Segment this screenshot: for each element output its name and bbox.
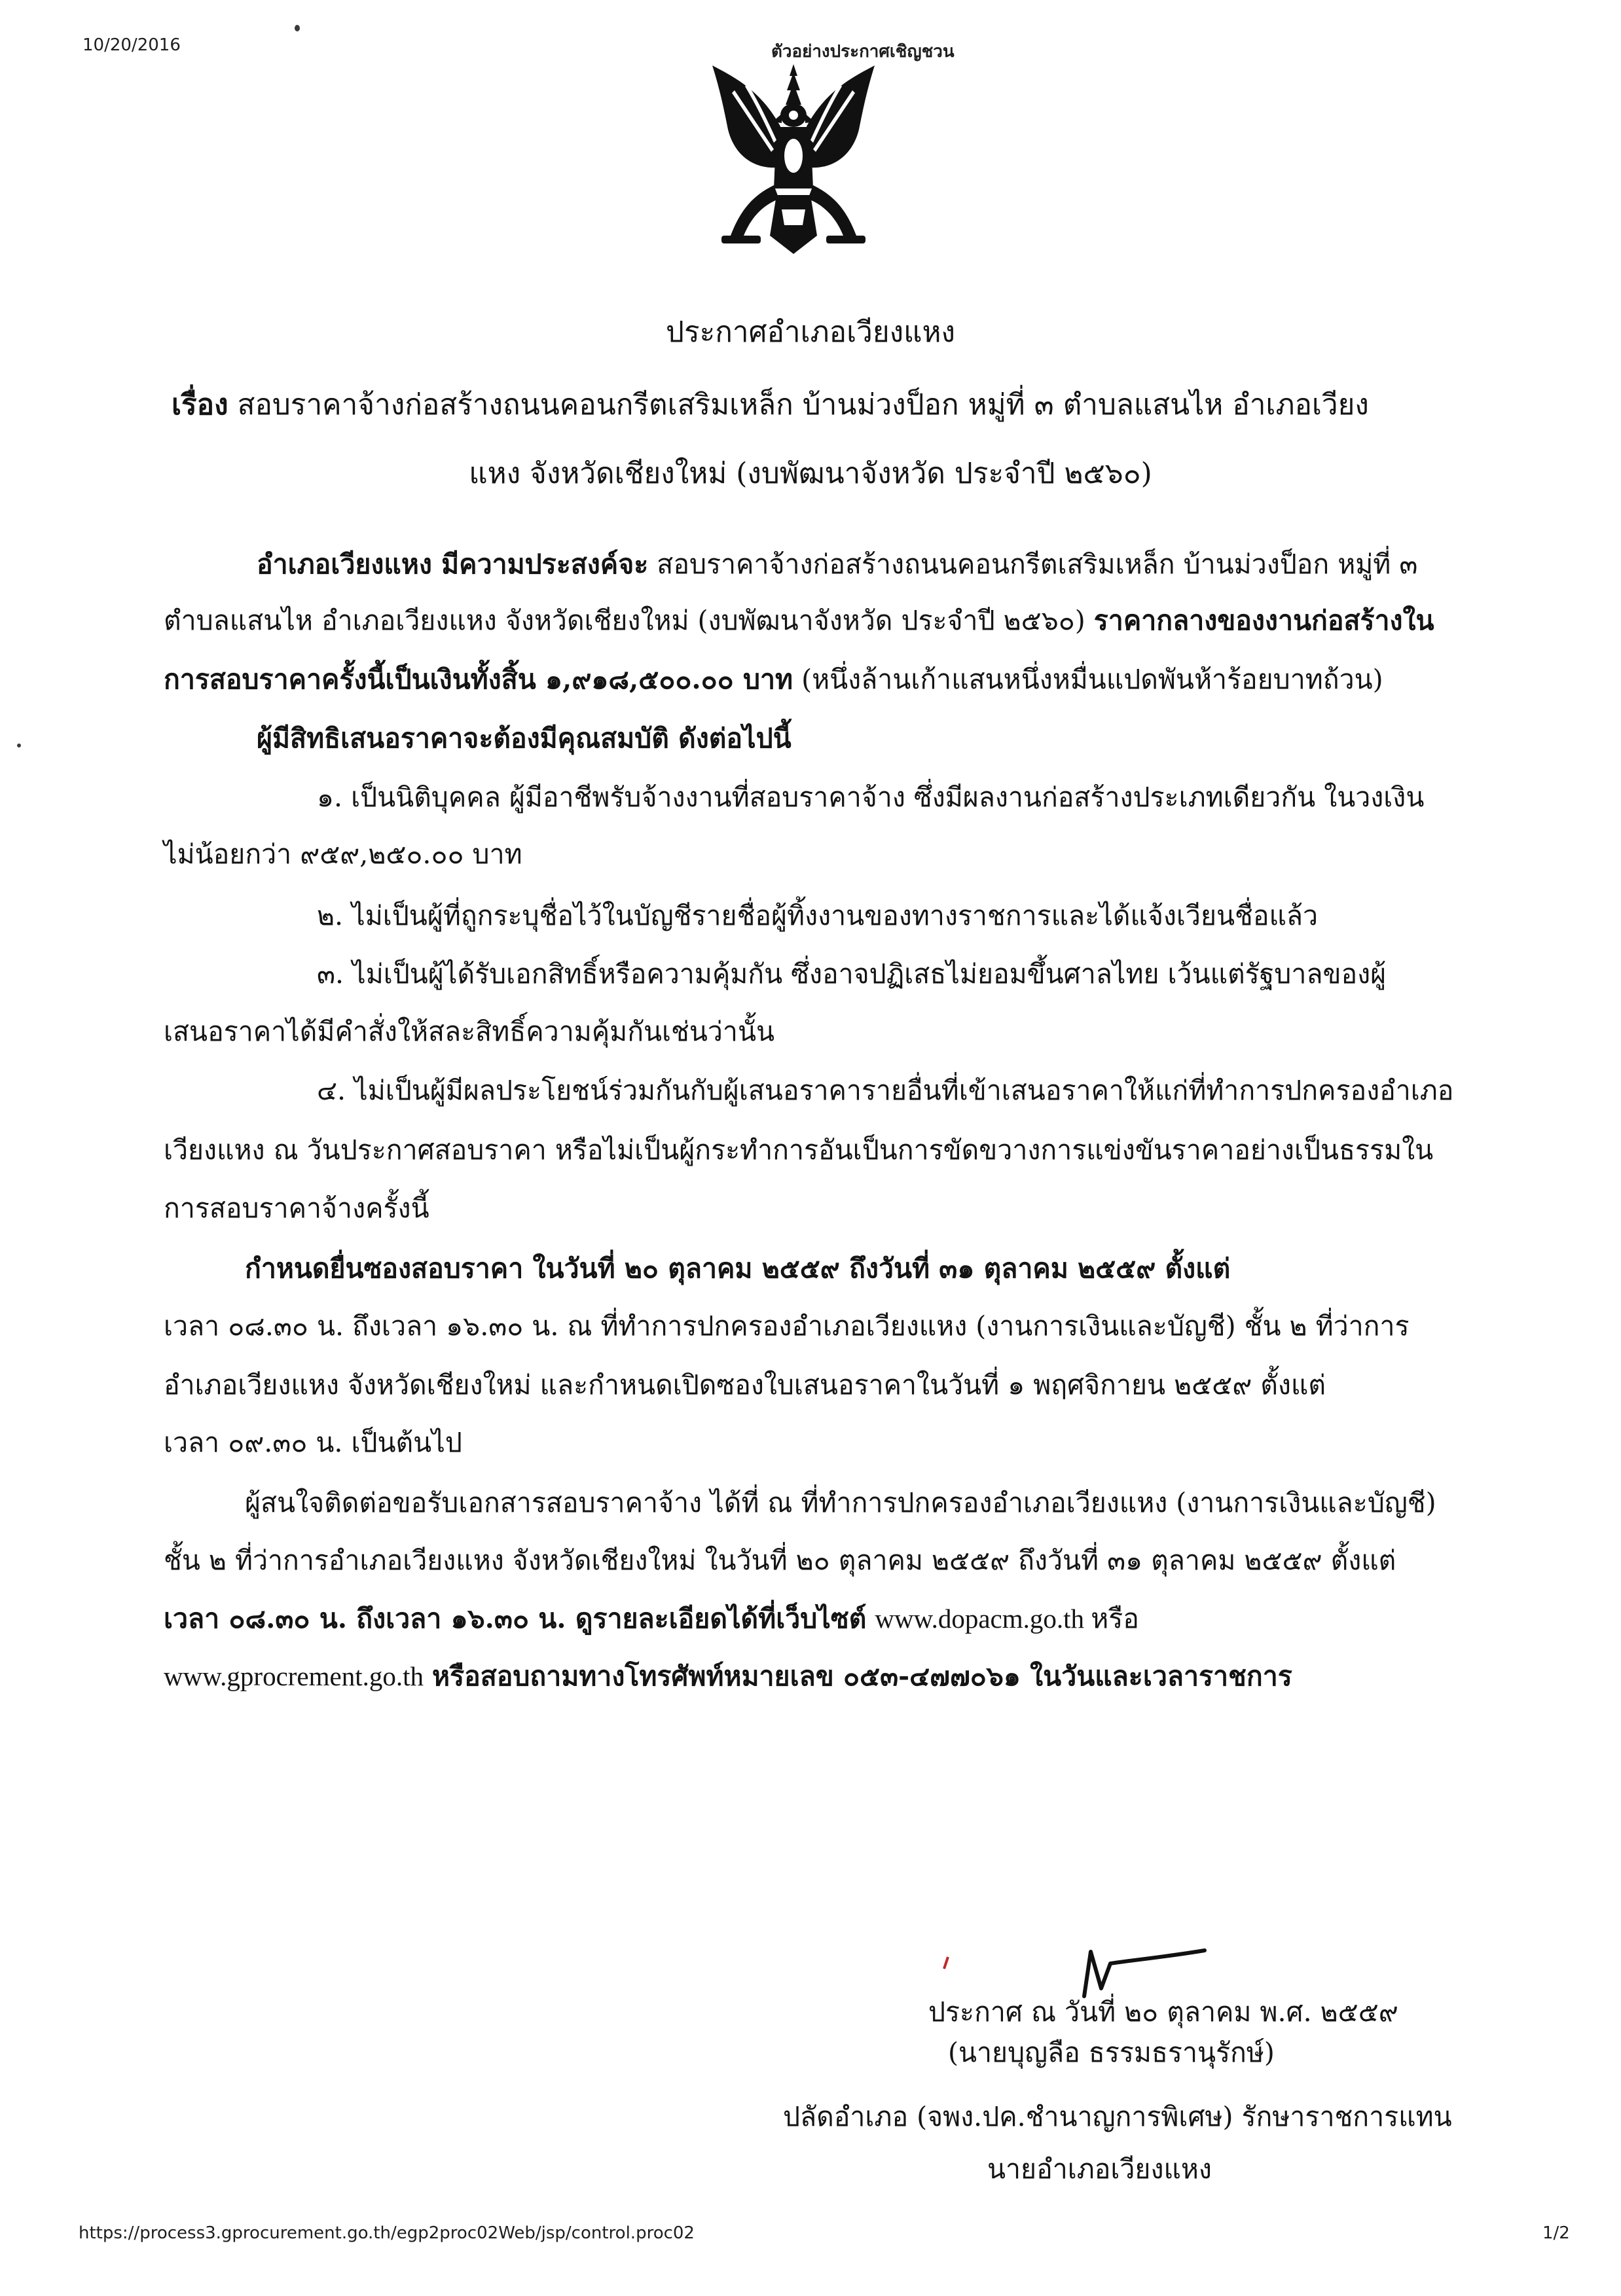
page-number: 1/2 xyxy=(1542,2223,1570,2243)
scan-speck xyxy=(295,25,300,31)
announcement-date: ประกาศ ณ วันที่ ๒๐ ตุลาคม พ.ศ. ๒๕๕๙ xyxy=(928,1996,1398,2028)
contact-line-4 xyxy=(164,1657,1292,1696)
submission-line-2: เวลา ๐๘.๓๐ น. ถึงเวลา ๑๖.๓๐ น. ณ ที่ทำการปกครองอำเภอเวียงแหง (งานการเงินและบัญชี) ชั้น ๒ ที่ว่าการ xyxy=(164,1310,1410,1342)
website-link-dopacm[interactable]: www.dopacm.go.th หรือ xyxy=(875,1604,1139,1634)
document-type-label: ตัวอย่างประกาศเชิญชวน xyxy=(771,42,955,62)
announcement-subject-line-2: แหง จังหวัดเชียงใหม่ (งบพัฒนาจังหวัด ประจำปี ๒๕๖๐) xyxy=(469,457,1152,490)
submission-line-1: กำหนดยื่นซองสอบราคา ในวันที่ ๒๐ ตุลาคม ๒๕๕๙ ถึงวันที่ ๓๑ ตุลาคม ๒๕๕๙ ตั้งแต่ xyxy=(245,1253,1231,1284)
contact-line-1: ผู้สนใจติดต่อขอรับเอกสารสอบราคาจ้าง ได้ที่ ณ ที่ทำการปกครองอำเภอเวียงแหง (งานการเงินและบัญชี) xyxy=(245,1487,1436,1518)
subject-prefix: เรื่อง xyxy=(172,388,228,422)
submission-line-4: เวลา ๐๙.๓๐ น. เป็นต้นไป xyxy=(164,1427,462,1458)
signatory-position-1: ปลัดอำเภอ (จพง.ปค.ชำนาญการพิเศษ) รักษาราชการแทน xyxy=(783,2101,1452,2132)
intro-line-3 xyxy=(164,660,1383,699)
intro-text-2a: ตำบลแสนไห อำเภอเวียงแหง จังหวัดเชียงใหม่ (งบพัฒนาจังหวัด ประจำปี ๒๕๖๐) xyxy=(164,605,1085,636)
intro-line-1 xyxy=(257,545,1417,584)
subject-text-1: สอบราคาจ้างก่อสร้างถนนคอนกรีตเสริมเหล็ก บ้านม่วงป็อก หมู่ที่ ๓ ตำบลแสนไห อำเภอเวียง xyxy=(237,388,1369,422)
qualification-4-line-1: ๔. ไม่เป็นผู้มีผลประโยชน์ร่วมกันกับผู้เสนอราคารายอื่นที่เข้าเสนอราคาให้แก่ที่ทำการปกครองอำเภอ xyxy=(317,1075,1454,1106)
contact-line-3 xyxy=(164,1599,1139,1638)
print-date: 10/20/2016 xyxy=(82,35,181,55)
signatory-position-2: นายอำเภอเวียงแหง xyxy=(987,2153,1212,2185)
website-link-gprocurement[interactable]: www.gprocrement.go.th xyxy=(164,1661,424,1691)
qualification-1-line-1: ๑. เป็นนิติบุคคล ผู้มีอาชีพรับจ้างงานที่สอบราคาจ้าง ซึ่งมีผลงานก่อสร้างประเภทเดียวกัน ในวงเงิน xyxy=(317,781,1425,813)
intro-text-1: สอบราคาจ้างก่อสร้างถนนคอนกรีตเสริมเหล็ก บ้านม่วงป็อก หมู่ที่ ๓ xyxy=(657,548,1418,580)
qualification-1-line-2: ไม่น้อยกว่า ๙๕๙,๒๕๐.๐๐ บาท xyxy=(164,838,522,870)
qualifications-heading: ผู้มีสิทธิเสนอราคาจะต้องมีคุณสมบัติ ดังต่อไปนี้ xyxy=(257,723,792,754)
qualification-2: ๒. ไม่เป็นผู้ที่ถูกระบุชื่อไว้ในบัญชีรายชื่อผู้ทิ้งงานของทางราชการและได้แจ้งเวียนชื่อแล้ว xyxy=(317,900,1319,931)
announcement-office-title: ประกาศอำเภอเวียงแหง xyxy=(666,315,955,349)
signatory-name: (นายบุญลือ ธรรมธรานุรักษ์) xyxy=(948,2037,1275,2068)
budget-amount: การสอบราคาครั้งนี้เป็นเงินทั้งสิ้น ๑,๙๑๘,๕๐๐.๐๐ บาท xyxy=(164,664,793,695)
source-url[interactable]: https://process3.gprocurement.go.th/egp2proc02Web/jsp/control.proc02 xyxy=(79,2223,695,2243)
intro-line-2 xyxy=(164,601,1434,640)
qualification-4-line-2: เวียงแหง ณ วันประกาศสอบราคา หรือไม่เป็นผู้กระทำการอันเป็นการขัดขวางการแข่งขันราคาอย่างเป็นธรรมใน xyxy=(164,1134,1434,1166)
handwritten-signature xyxy=(930,1918,1257,2022)
contact-hours: เวลา ๐๘.๓๐ น. ถึงเวลา ๑๖.๓๐ น. ดูรายละเอียดได้ที่เว็บไซต์ xyxy=(164,1603,867,1634)
submission-line-3: อำเภอเวียงแหง จังหวัดเชียงใหม่ และกำหนดเปิดซองใบเสนอราคาในวันที่ ๑ พฤศจิกายน ๒๕๕๙ ตั้งแต่ xyxy=(164,1369,1326,1401)
scan-speck xyxy=(17,744,21,747)
contact-line-2: ชั้น ๒ ที่ว่าการอำเภอเวียงแหง จังหวัดเชียงใหม่ ในวันที่ ๒๐ ตุลาคม ๒๕๕๙ ถึงวันที่ ๓๑ ตุลาคม ๒๕๕๙ ตั้งแต่ xyxy=(164,1545,1396,1576)
qualification-3-line-1: ๓. ไม่เป็นผู้ได้รับเอกสิทธิ์หรือความคุ้มกัน ซึ่งอาจปฏิเสธไม่ยอมขึ้นศาลไทย เว้นแต่รัฐบาลของผู้ xyxy=(317,958,1387,990)
intro-text-2b: ราคากลางของงานก่อสร้างใน xyxy=(1093,605,1434,636)
budget-amount-words: (หนึ่งล้านเก้าแสนหนึ่งหมื่นแปดพันห้าร้อยบาทถ้วน) xyxy=(801,664,1383,695)
garuda-emblem xyxy=(708,64,879,264)
qualification-3-line-2: เสนอราคาได้มีคำสั่งให้สละสิทธิ์ความคุ้มกันเช่นว่านั้น xyxy=(164,1016,775,1047)
contact-phone: หรือสอบถามทางโทรศัพท์หมายเลข ๐๕๓-๔๗๗๐๖๑ ในวันและเวลาราชการ xyxy=(432,1660,1292,1692)
intro-lead: อำเภอเวียงแหง มีความประสงค์จะ xyxy=(257,548,649,580)
qualification-4-line-3: การสอบราคาจ้างครั้งนี้ xyxy=(164,1193,429,1224)
announcement-subject-line-1 xyxy=(172,382,1369,427)
